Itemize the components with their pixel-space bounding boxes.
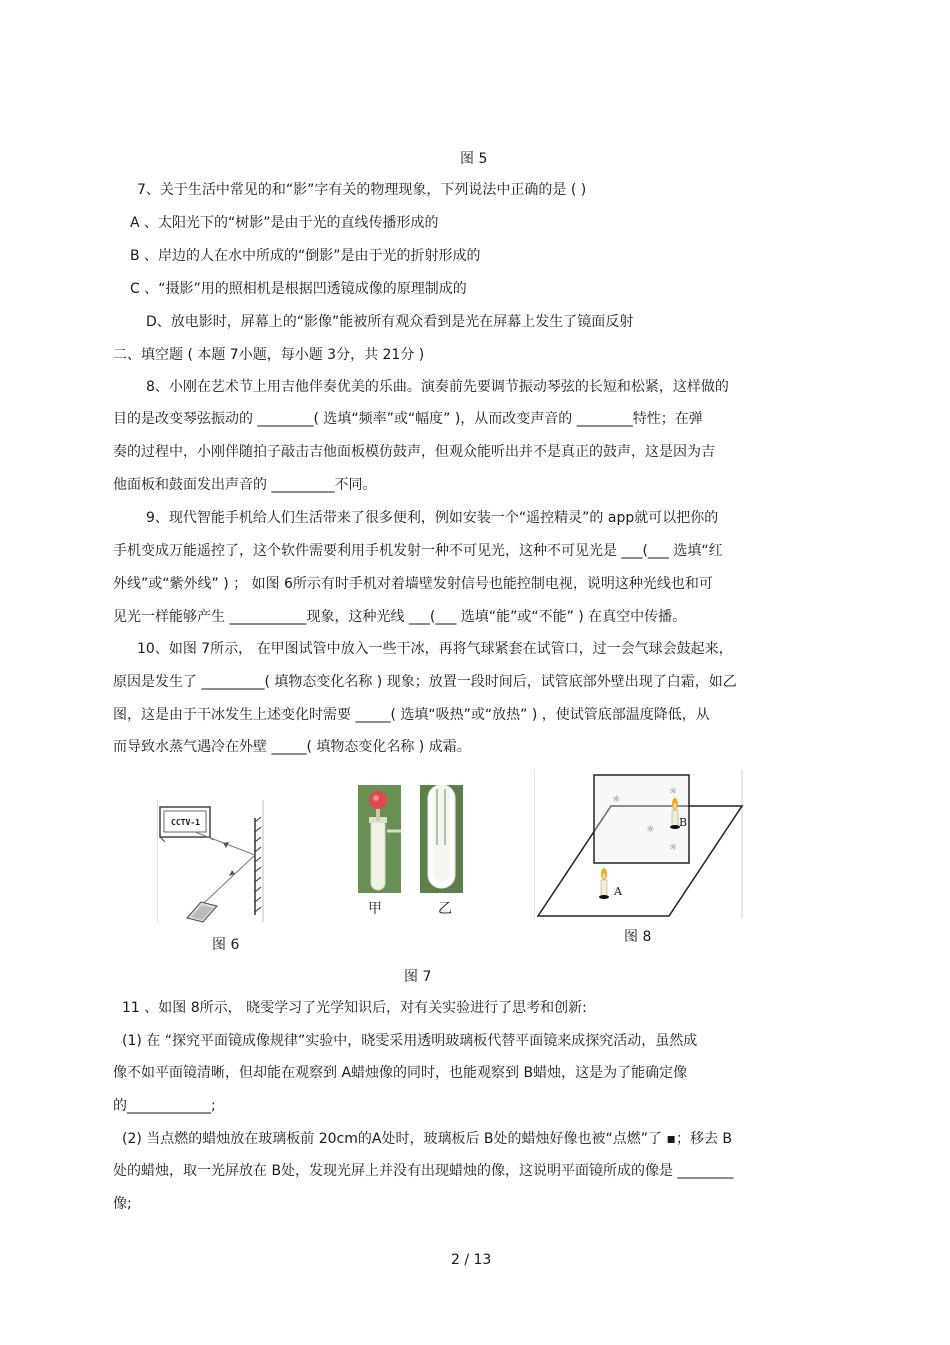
fig7-right-label: 乙 xyxy=(438,901,452,917)
q8-line-2: 目的是改变琴弦振动的 ________( 选填“频率”或“幅度” )，从而改变声音的 ________特性；在弹 xyxy=(113,411,703,427)
q7-option-a: A 、太阳光下的“树影”是由于光的直线传播形成的 xyxy=(130,215,439,231)
candle-a-icon xyxy=(599,868,609,899)
svg-text:☼: ☼ xyxy=(646,825,655,835)
section-heading: 二、填空题 ( 本题 7小题，每小题 3分，共 21分 ) xyxy=(113,347,425,363)
q7-option-b: B 、岸边的人在水中所成的“倒影”是由于光的折射形成的 xyxy=(130,248,481,264)
q11-part1-line-3: 的____________; xyxy=(113,1098,216,1114)
fig7-left-label: 甲 xyxy=(368,901,382,917)
candle-a-label: A xyxy=(614,885,622,898)
q10-line-4: 而导致水蒸气遇冷在外壁 _____( 填物态变化名称 ) 成霜。 xyxy=(113,739,471,755)
fig8-caption: 图 8 xyxy=(624,929,652,945)
q7-stem: 7、关于生活中常见的和“影”字有关的物理现象，下列说法中正确的是 ( ) xyxy=(137,182,587,198)
wall-icon xyxy=(255,817,261,915)
fig5-caption: 图 5 xyxy=(460,151,488,167)
figure-8 xyxy=(534,770,744,920)
q11-stem: 11 、如图 8所示， 晓雯学习了光学知识后，对有关实验进行了思考和创新: xyxy=(122,1000,587,1016)
svg-text:☼: ☼ xyxy=(669,787,678,797)
q9-line-2: 手机变成万能遥控了，这个软件需要利用手机发射一种不可见光，这种不可见光是 ___(___ 选填“红 xyxy=(113,543,723,559)
phone-icon xyxy=(187,902,217,922)
q11-part2-line-3: 像; xyxy=(113,1196,132,1212)
tv-label: CCTV-1 xyxy=(171,818,200,827)
fig7-caption: 图 7 xyxy=(404,969,432,985)
q9-line-4: 见光一样能够产生 ___________现象，这种光线 ___(___ 选填“能”或“不能” ) 在真空中传播。 xyxy=(113,609,687,625)
fig6-caption: 图 6 xyxy=(212,937,240,953)
page-number: 2 / 13 xyxy=(451,1252,492,1268)
q10-line-2: 原因是发生了 _________( 填物态变化名称 ) 现象；放置一段时间后，试管底部外壁出现了白霜，如乙 xyxy=(113,674,737,690)
q11-part1-line-1: (1) 在 “探究平面镜成像规律”实验中，晓雯采用透明玻璃板代替平面镜来成探究活动，虽然成 xyxy=(122,1033,698,1049)
candle-b-label: B xyxy=(679,816,688,829)
figure-6 xyxy=(157,800,265,925)
figure-7-left xyxy=(358,785,401,893)
q10-line-1: 10、如图 7所示， 在甲图试管中放入一些干冰，再将气球紧套在试管口，过一会气球会鼓起来， xyxy=(137,641,733,657)
q8-line-4: 他面板和鼓面发出声音的 _________不同。 xyxy=(113,477,377,493)
q8-line-3: 奏的过程中，小刚伴随拍子敲击吉他面板模仿鼓声，但观众能听出并不是真正的鼓声，这是因为吉 xyxy=(113,444,715,460)
svg-text:☼: ☼ xyxy=(669,843,678,853)
q8-line-1: 8、小刚在艺术节上用吉他伴奏优美的乐曲。演奏前先要调节振动琴弦的长短和松紧，这样做的 xyxy=(146,379,729,395)
q11-part1-line-2: 像不如平面镜清晰，但却能在观察到 A蜡烛像的同时，也能观察到 B蜡烛，这是为了能确定像 xyxy=(113,1065,688,1081)
figure-7-right xyxy=(420,785,463,893)
svg-text:☼: ☼ xyxy=(612,795,621,805)
q11-part2-line-2: 处的蜡烛，取一光屏放在 B处，发现光屏上并没有出现蜡烛的像，这说明平面镜所成的像是 ________ xyxy=(113,1163,734,1179)
q10-line-3: 图，这是由于干冰发生上述变化时需要 _____( 选填“吸热”或“放热” ) ，使试管底部温度降低，从 xyxy=(113,707,710,723)
q9-line-1: 9、现代智能手机给人们生活带来了很多便利，例如安装一个“遥控精灵”的 app就可以把你的 xyxy=(146,510,719,526)
q7-option-c: C 、“摄影”用的照相机是根据凹透镜成像的原理制成的 xyxy=(130,281,467,297)
q11-part2-line-1: (2) 当点燃的蜡烛放在玻璃板前 20cm的A处时，玻璃板后 B处的蜡烛好像也被“点燃”了 ▪；移去 B xyxy=(122,1131,733,1147)
q7-option-d: D、放电影时，屏幕上的“影像”能被所有观众看到是光在屏幕上发生了镜面反射 xyxy=(146,314,634,330)
q9-line-3: 外线”或“紫外线” ) ； 如图 6所示有时手机对着墙壁发射信号也能控制电视，说明这种光线也和可 xyxy=(113,576,713,592)
